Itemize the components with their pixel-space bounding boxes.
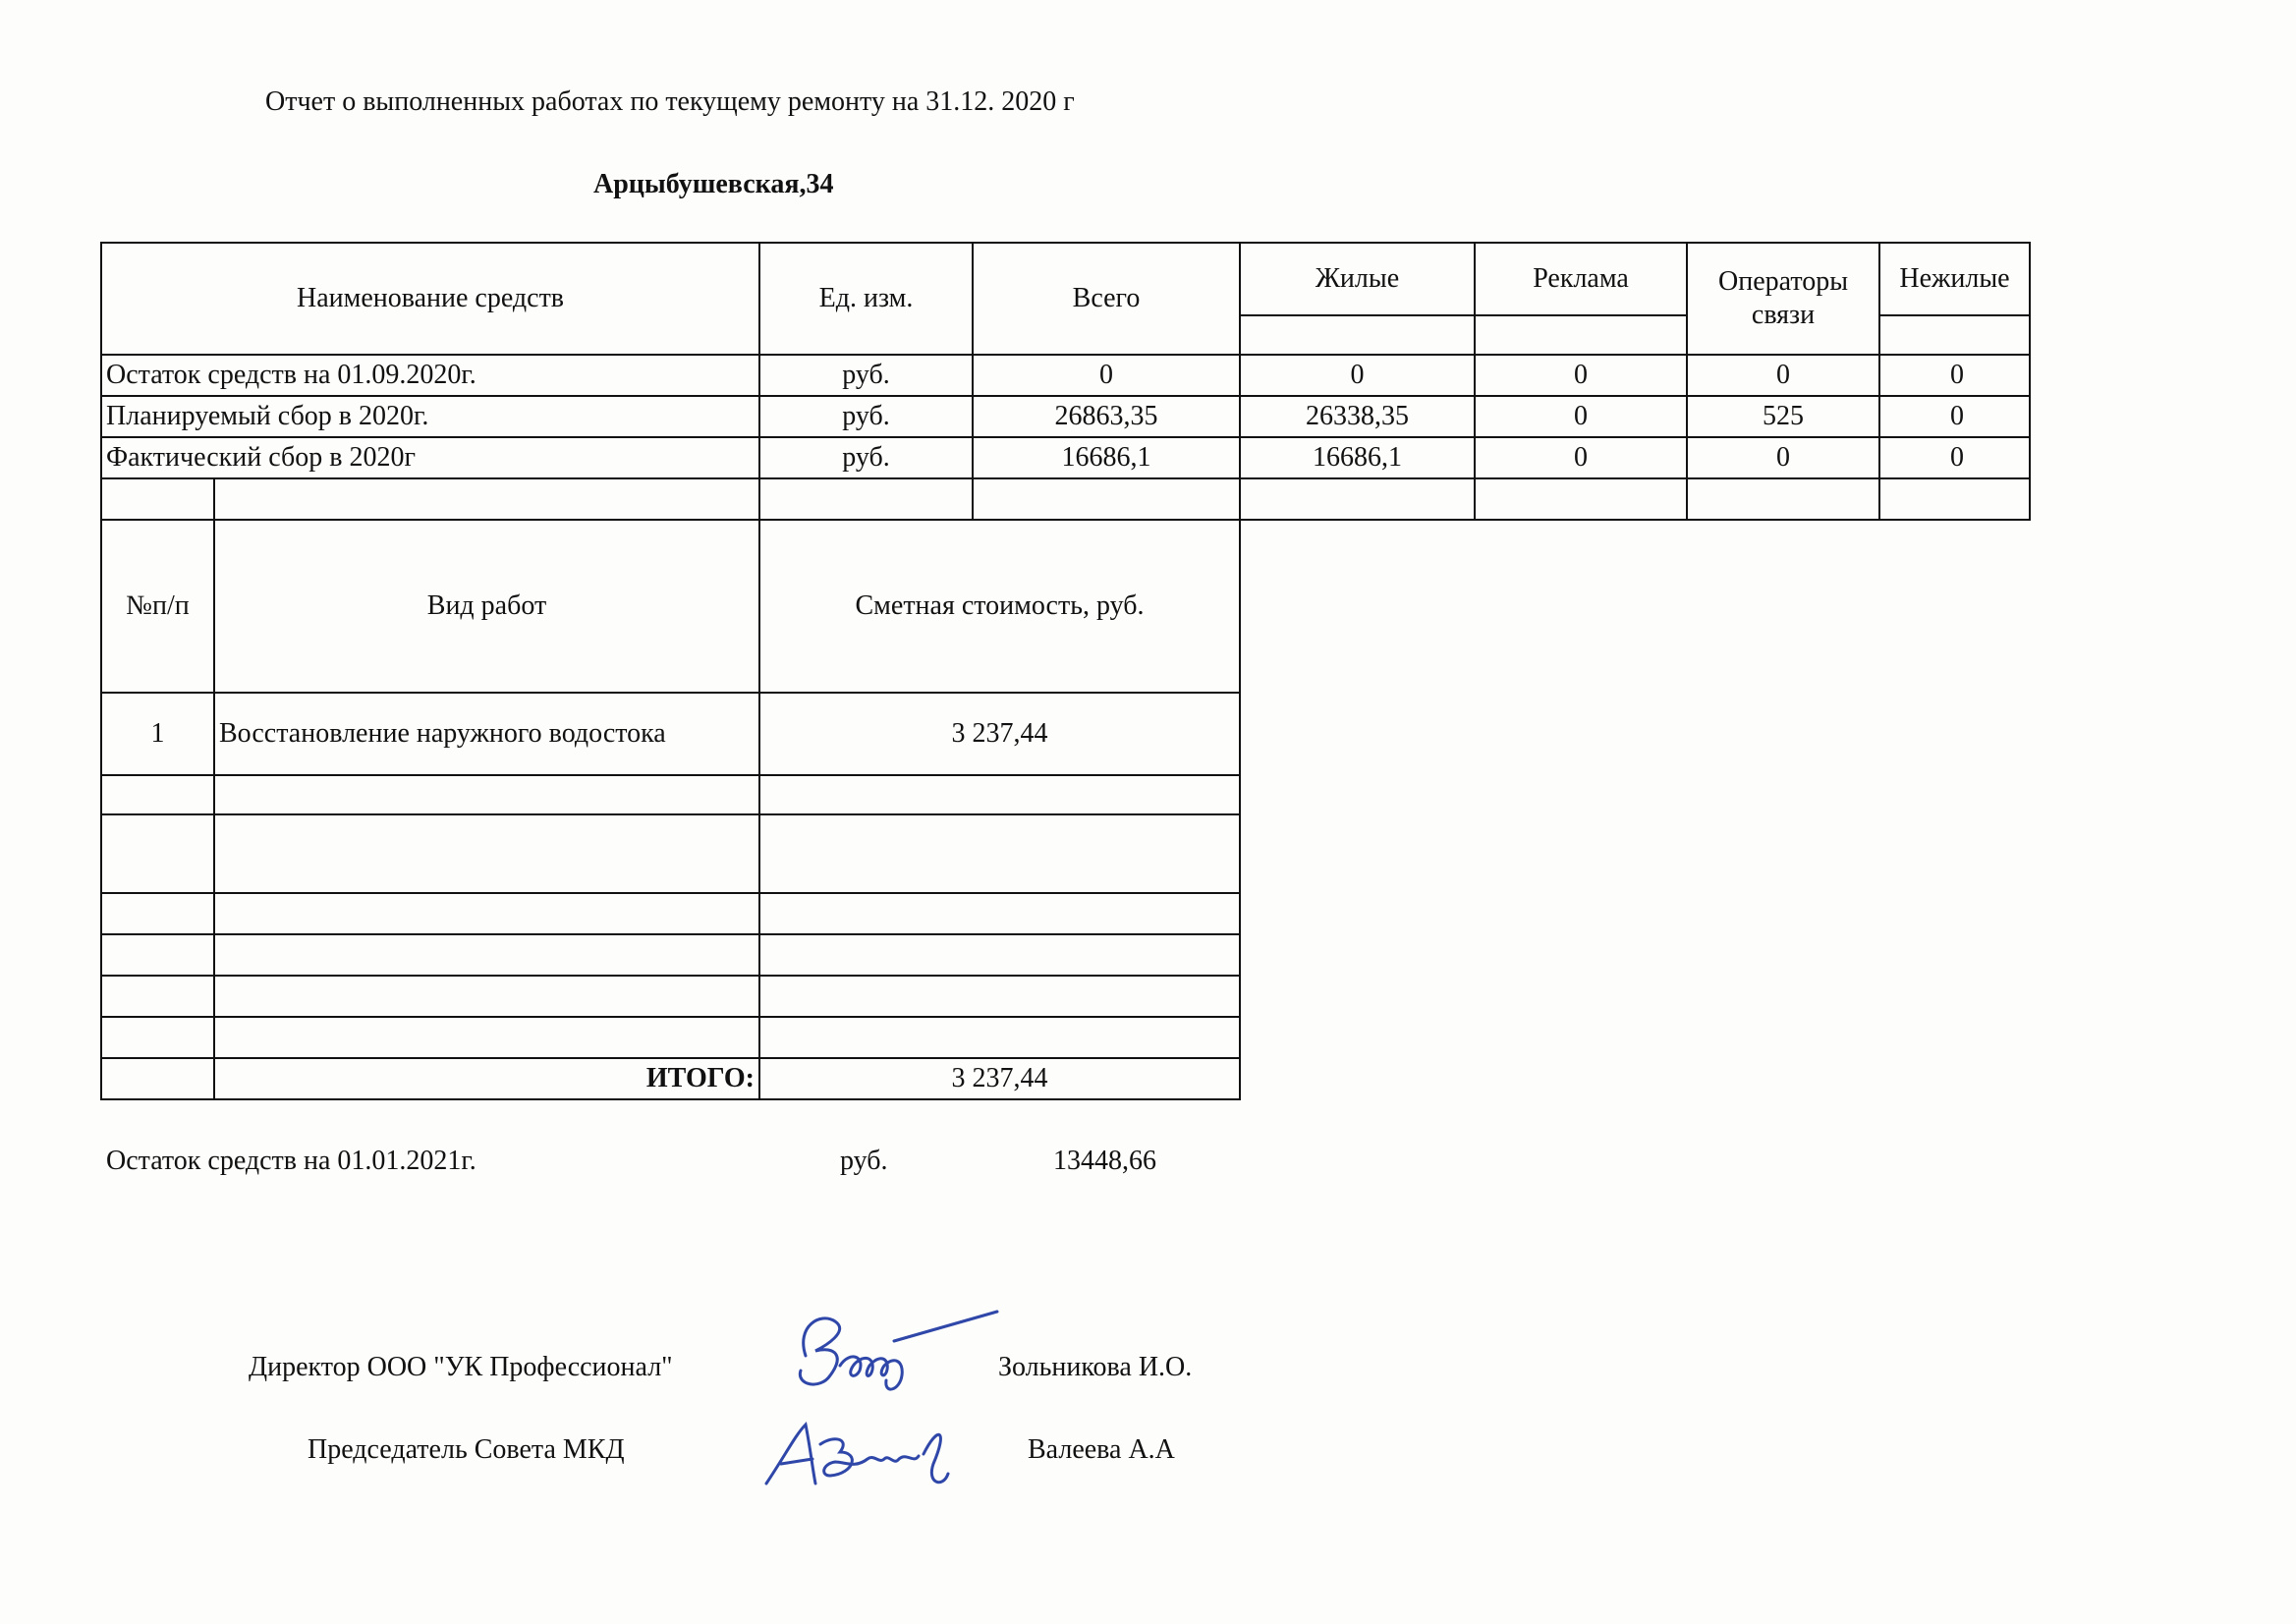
header-subcell (1879, 315, 2030, 355)
header-subcell (1240, 315, 1475, 355)
balance-unit: руб. (840, 1146, 888, 1176)
header-unit: Ед. изм. (759, 243, 973, 355)
funds-row (101, 396, 2030, 437)
works-empty-row (101, 976, 2030, 1017)
empty-cell (1475, 478, 1687, 520)
funds-row-advertising: 0 (1475, 437, 1687, 478)
blank-area (1240, 693, 2030, 775)
funds-row-residential: 0 (1240, 355, 1475, 396)
signature-role-director: Директор ООО "УК Профессионал" (249, 1352, 673, 1382)
works-header-kind: Вид работ (214, 520, 759, 693)
empty-cell (1879, 478, 2030, 520)
chair-signature (752, 1405, 968, 1503)
empty-cell (214, 775, 759, 814)
works-empty-row (101, 934, 2030, 976)
blank-area (1240, 934, 2030, 976)
funds-row-total: 16686,1 (973, 437, 1240, 478)
report-title: Отчет о выполненных работах по текущему ремонту на 31.12. 2020 г (265, 86, 1075, 117)
empty-cell (214, 1017, 759, 1058)
works-header-num: №п/п (101, 520, 214, 693)
header-subcell (1475, 315, 1687, 355)
works-header-row (101, 520, 2030, 693)
funds-row-unit: руб. (759, 355, 973, 396)
address-heading: Арцыбушевская,34 (593, 169, 834, 199)
funds-empty-row (101, 478, 2030, 520)
header-total: Всего (973, 243, 1240, 355)
empty-cell (759, 1017, 1240, 1058)
empty-cell (759, 976, 1240, 1017)
empty-cell (759, 478, 973, 520)
empty-cell (759, 893, 1240, 934)
funds-row-unit: руб. (759, 396, 973, 437)
funds-row-name: Фактический сбор в 2020г (101, 437, 759, 478)
works-row-kind: Восстановление наружного водостока (214, 693, 759, 775)
funds-row-advertising: 0 (1475, 355, 1687, 396)
empty-cell (759, 814, 1240, 893)
empty-cell (101, 1058, 214, 1099)
balance-label: Остаток средств на 01.01.2021г. (106, 1146, 476, 1176)
header-operators: Операторы связи (1687, 243, 1879, 355)
empty-cell (973, 478, 1240, 520)
blank-area (1240, 814, 2030, 893)
works-empty-row (101, 1017, 2030, 1058)
header-name: Наименование средств (101, 243, 759, 355)
funds-row-operators: 525 (1687, 396, 1879, 437)
funds-row-residential: 26338,35 (1240, 396, 1475, 437)
blank-area (1240, 1058, 2030, 1099)
funds-row-unit: руб. (759, 437, 973, 478)
funds-row-operators: 0 (1687, 437, 1879, 478)
signature-name-chair: Валеева А.А (1028, 1434, 1175, 1465)
works-total-label: ИТОГО: (214, 1058, 759, 1099)
report-table (100, 242, 2031, 1100)
empty-cell (101, 976, 214, 1017)
empty-cell (101, 893, 214, 934)
empty-cell (101, 775, 214, 814)
funds-header-row (101, 243, 2030, 315)
works-total-row (101, 1058, 2030, 1099)
director-signature (776, 1297, 1012, 1415)
header-advertising: Реклама (1475, 243, 1687, 315)
works-row (101, 693, 2030, 775)
works-header-cost: Сметная стоимость, руб. (759, 520, 1240, 693)
empty-cell (101, 934, 214, 976)
funds-row-name: Остаток средств на 01.09.2020г. (101, 355, 759, 396)
works-row-num: 1 (101, 693, 214, 775)
works-row-cost: 3 237,44 (759, 693, 1240, 775)
funds-row-residential: 16686,1 (1240, 437, 1475, 478)
empty-cell (214, 934, 759, 976)
empty-cell (759, 934, 1240, 976)
funds-row-nonresidential: 0 (1879, 437, 2030, 478)
signature-role-chair: Председатель Совета МКД (308, 1434, 625, 1465)
empty-cell (214, 478, 759, 520)
funds-row-advertising: 0 (1475, 396, 1687, 437)
works-empty-row (101, 893, 2030, 934)
funds-row-operators: 0 (1687, 355, 1879, 396)
funds-row-nonresidential: 0 (1879, 396, 2030, 437)
funds-row-total: 26863,35 (973, 396, 1240, 437)
empty-cell (1687, 478, 1879, 520)
empty-cell (101, 1017, 214, 1058)
funds-row-nonresidential: 0 (1879, 355, 2030, 396)
blank-area (1240, 893, 2030, 934)
empty-cell (214, 976, 759, 1017)
blank-area (1240, 1017, 2030, 1058)
blank-area (1240, 520, 2030, 693)
works-total-value: 3 237,44 (759, 1058, 1240, 1099)
empty-cell (101, 478, 214, 520)
blank-area (1240, 775, 2030, 814)
blank-area (1240, 976, 2030, 1017)
empty-cell (759, 775, 1240, 814)
empty-cell (214, 893, 759, 934)
works-empty-row (101, 775, 2030, 814)
balance-value: 13448,66 (1053, 1146, 1156, 1176)
empty-cell (214, 814, 759, 893)
funds-row (101, 437, 2030, 478)
funds-row (101, 355, 2030, 396)
empty-cell (1240, 478, 1475, 520)
funds-row-name: Планируемый сбор в 2020г. (101, 396, 759, 437)
header-residential: Жилые (1240, 243, 1475, 315)
works-empty-row (101, 814, 2030, 893)
signature-name-director: Зольникова И.О. (998, 1352, 1193, 1382)
header-nonresidential: Нежилые (1879, 243, 2030, 315)
funds-row-total: 0 (973, 355, 1240, 396)
empty-cell (101, 814, 214, 893)
